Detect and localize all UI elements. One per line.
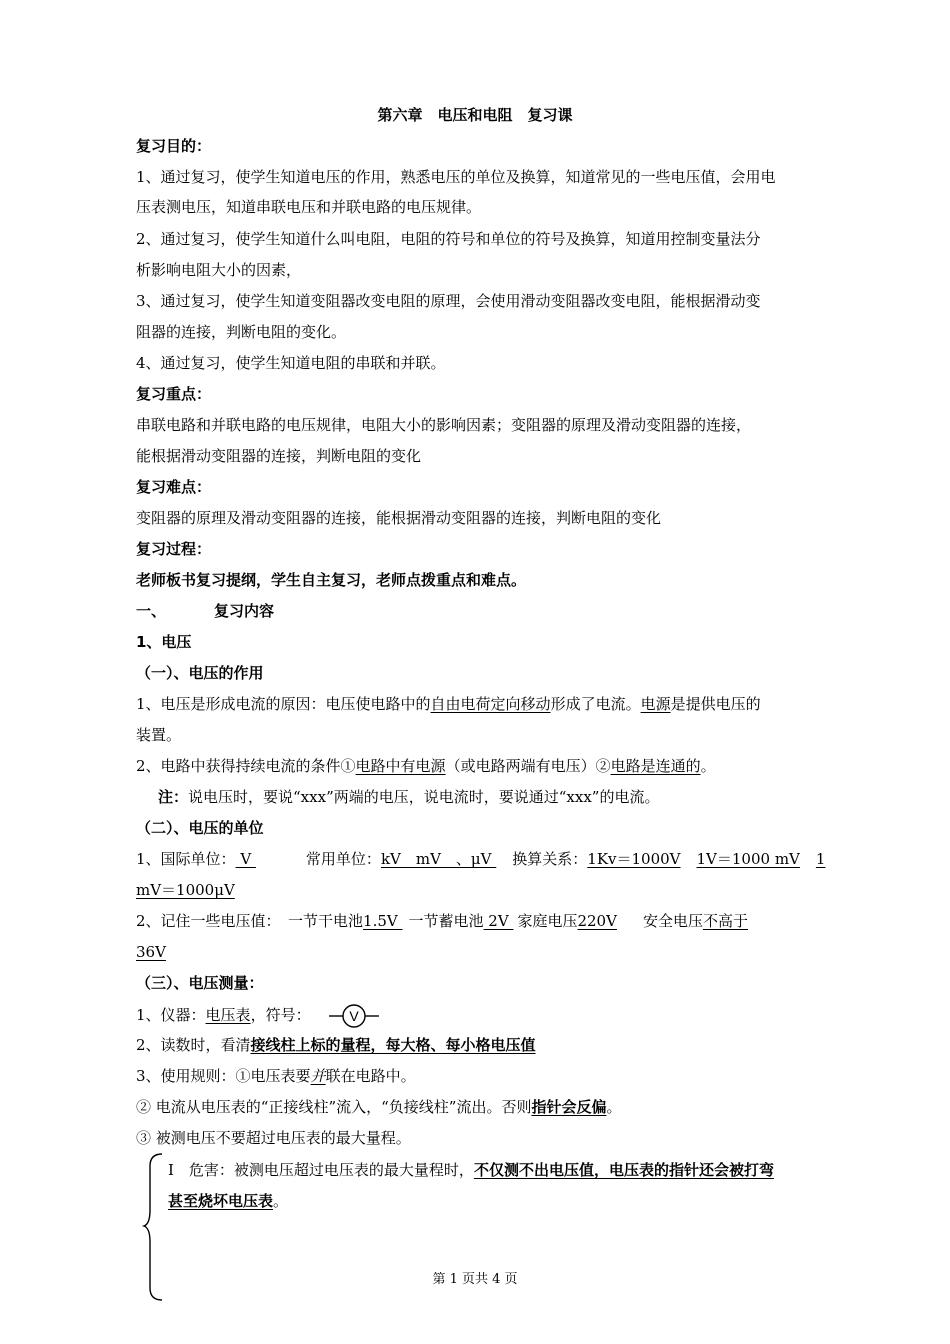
- underlined-answer: 并: [310, 1067, 326, 1085]
- underlined-answer: 2V: [483, 912, 514, 930]
- text: 是提供电压的: [670, 695, 761, 713]
- reading-line: [136, 1035, 816, 1055]
- difficult-heading: 复习难点：: [136, 478, 212, 496]
- text: （或电路两端有电压）②: [445, 757, 611, 775]
- text: 换算关系：: [512, 850, 588, 868]
- text: 2、记住一些电压值： 一节干电池: [136, 912, 364, 930]
- section-label: 复习内容: [214, 602, 275, 620]
- goal-line: 2、通过复习，使学生知道什么叫电阻，电阻的符号和单位的符号及换算，知道用控制变量法分: [136, 230, 761, 248]
- underlined-answer: 指针会反偏: [531, 1098, 607, 1116]
- text: 家庭电压: [517, 912, 578, 930]
- note-line: [158, 787, 838, 807]
- rules-line: ③ 被测电压不要超过电压表的最大量程。: [136, 1129, 411, 1147]
- text: 1、仪器：: [136, 1006, 206, 1024]
- goal-line: 析影响电阻大小的因素，: [136, 261, 302, 279]
- underlined-answer: 不仅测不出电压值，电压表的指针还会被打弯: [473, 1161, 774, 1179]
- key-line: 串联电路和并联电路的电压规律，电阻大小的影响因素；变阻器的原理及滑动变阻器的连接，: [136, 416, 752, 434]
- underlined-answer: 1Kv＝1000V: [587, 850, 681, 868]
- text: 形成了电流。: [550, 695, 641, 713]
- harm-line: [168, 1191, 818, 1211]
- values-line: [136, 911, 816, 931]
- text: ② 电流从电压表的“正接线柱”流入，“负接线柱”流出。否则: [136, 1098, 532, 1116]
- voltmeter-symbol-letter: V: [349, 1008, 360, 1024]
- goal-line: 4、通过复习，使学生知道电阻的串联和并联。: [136, 354, 446, 372]
- underlined-answer: 电源: [640, 695, 671, 713]
- process-line: 老师板书复习提纲，学生自主复习，老师点拨重点和难点。: [136, 571, 527, 589]
- instrument-line: [136, 1004, 816, 1028]
- text: 。: [700, 757, 716, 775]
- units-line: [136, 880, 816, 900]
- underlined-answer: 36V: [136, 943, 166, 961]
- rules-line: [136, 1097, 816, 1117]
- subsection-heading: （一）、电压的作用: [136, 664, 264, 682]
- process-heading: 复习过程：: [136, 540, 212, 558]
- paragraph-line: [136, 756, 816, 776]
- text: 1、电压是形成电流的原因：电压使电路中的: [136, 695, 431, 713]
- text: Ⅰ 危害：被测电压超过电压表的最大量程时，: [168, 1161, 474, 1179]
- underlined-answer: 1.5V: [363, 912, 403, 930]
- text: 1、国际单位：: [136, 850, 236, 868]
- note-text: 说电压时，要说“xxx”两端的电压，说电流时，要说通过“xxx”的电流。: [188, 788, 660, 806]
- note-label: 注：: [158, 788, 189, 806]
- text: 联在电路中。: [325, 1067, 416, 1085]
- underlined-answer: 接线柱上标的量程，每大格、每小格电压值: [250, 1036, 536, 1054]
- rules-line: [136, 1066, 816, 1086]
- underlined-answer: 不高于: [702, 912, 748, 930]
- underlined-answer: 甚至烧坏电压表: [168, 1192, 274, 1210]
- text: 一节蓄电池: [408, 912, 484, 930]
- subsection-heading: （三）、电压测量：: [136, 974, 264, 992]
- underlined-answer: V: [235, 850, 256, 868]
- text: 2、电路中获得持续电流的条件①: [136, 757, 356, 775]
- subsection-heading: （二）、电压的单位: [136, 819, 264, 837]
- page-title: 第六章 电压和电阻 复习课: [377, 106, 573, 124]
- goals-heading: 复习目的：: [136, 137, 212, 155]
- underlined-answer: 电路是连通的: [610, 757, 701, 775]
- voltage-heading: 1、电压: [136, 633, 192, 651]
- text: 常用单位：: [305, 850, 381, 868]
- key-heading: 复习重点：: [136, 385, 212, 403]
- units-line: [136, 849, 826, 869]
- harm-line: [168, 1160, 818, 1180]
- underlined-answer: 自由电荷定向移动: [430, 695, 551, 713]
- difficult-line: 变阻器的原理及滑动变阻器的连接，能根据滑动变阻器的连接，判断电阻的变化: [136, 509, 662, 527]
- text: 3、使用规则：①电压表要: [136, 1067, 311, 1085]
- text: 。: [273, 1192, 289, 1210]
- underlined-answer: kV mV 、μV: [380, 850, 497, 868]
- underlined-answer: 1V＝1000 mV: [696, 850, 800, 868]
- text: 2、读数时，看清: [136, 1036, 251, 1054]
- voltmeter-symbol-icon: [329, 1004, 379, 1028]
- key-line: 能根据滑动变阻器的连接，判断电阻的变化: [136, 447, 422, 465]
- values-line: [136, 942, 816, 962]
- paragraph-line: [136, 694, 816, 714]
- page-footer: 第 1 页共 4 页: [432, 1272, 518, 1287]
- goal-line: 压表测电压，知道串联电压和并联电路的电压规律。: [136, 198, 482, 216]
- underlined-answer: 1: [815, 850, 826, 868]
- section-heading: [136, 601, 816, 621]
- underlined-answer: 电压表: [205, 1006, 251, 1024]
- section-number: 一、: [136, 602, 167, 620]
- underlined-answer: 220V: [577, 912, 617, 930]
- text: ，符号：: [250, 1006, 311, 1024]
- goal-line: 3、通过复习，使学生知道变阻器改变电阻的原理，会使用滑动变阻器改变电阻，能根据滑动变: [136, 292, 761, 310]
- goal-line: 阻器的连接，判断电阻的变化。: [136, 323, 347, 341]
- goal-line: 1、通过复习，使学生知道电压的作用，熟悉电压的单位及换算，知道常见的一些电压值，会用电: [136, 168, 776, 186]
- paragraph-line: 装置。: [136, 726, 182, 744]
- text: 安全电压: [642, 912, 703, 930]
- underlined-answer: 电路中有电源: [355, 757, 446, 775]
- underlined-answer: mV＝1000μV: [136, 881, 235, 899]
- text: 。: [606, 1098, 622, 1116]
